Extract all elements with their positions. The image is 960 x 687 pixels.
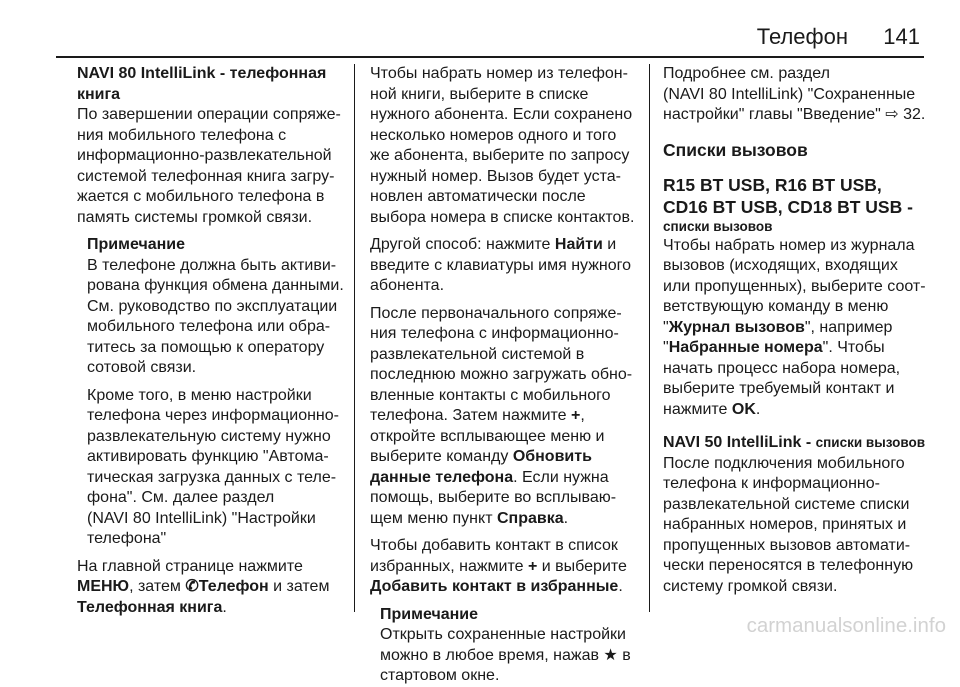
note-line: См. руководство по эксплуатации [87, 297, 338, 315]
page-header [0, 0, 960, 60]
paragraph-line: Чтобы набрать номер из телефон- [370, 65, 628, 82]
note-line: Открыть сохраненные настройки [380, 626, 626, 643]
paragraph-line: (NAVI 80 IntelliLink) "Сохраненные [663, 85, 916, 103]
menu-command: Обновить [512, 448, 592, 465]
note-line: телефона" [87, 530, 167, 547]
paragraph-line: Другой способ: нажмите Найти и [370, 236, 617, 253]
plus-icon: + [571, 407, 581, 424]
page-reference-arrow-icon: ⇨ [885, 106, 899, 123]
note-title: Примечание [87, 236, 186, 253]
paragraph-line: память системы громкой связи. [77, 208, 313, 226]
note-line: сотовой связи. [87, 359, 197, 376]
paragraph-line: систему громкой связи. [663, 577, 838, 595]
menu-command: Справка [496, 509, 564, 527]
subsection-heading: списки вызовов [663, 218, 773, 234]
paragraph-line: ной книги, выберите в списке [370, 85, 589, 103]
menu-command: МЕНЮ [77, 578, 130, 595]
paragraph-line: несколько номеров одного и того [370, 126, 617, 144]
page-title: Телефон [756, 24, 848, 49]
paragraph-line: новлен автоматически после [370, 188, 586, 205]
paragraph-line: МЕНЮ, затем ✆Телефон и затем [77, 578, 330, 595]
paragraph-line: же абонента, выберите по запросу [370, 147, 630, 164]
paragraph-line: После подключения мобильного [663, 454, 905, 472]
section-heading: Списки вызовов [663, 139, 808, 160]
paragraph-line: По завершении операции сопряже- [77, 106, 341, 123]
paragraph-line: ветствующую команду в меню [663, 298, 889, 315]
note-line: развлекательную систему нужно [87, 427, 331, 445]
note-line: мобильного телефона или обра- [87, 318, 331, 335]
section-heading: NAVI 80 IntelliLink - телефонная [77, 65, 327, 82]
paragraph-line: или пропущенных), выберите соот- [663, 277, 926, 295]
note-line: рована функция обмена данными. [87, 277, 344, 294]
note-line: Кроме того, в меню настройки [87, 386, 312, 404]
paragraph-line: нужного абонента. Если сохранено [370, 106, 633, 123]
paragraph-line: данные телефона. Если нужна [370, 468, 609, 486]
menu-command: Телефонная книга [77, 598, 223, 616]
paragraph-line: вызовов (исходящих, входящих [663, 257, 898, 274]
paragraph-line: ния мобильного телефона с [77, 126, 287, 144]
menu-command: Набранные номера [668, 339, 823, 356]
note-line: активировать функцию "Автома- [87, 448, 329, 465]
subsection-heading: CD16 BT USB, CD18 BT USB - [663, 196, 913, 217]
note-line: можно в любое время, нажав ★ в [380, 646, 631, 664]
note-line: (NAVI 80 IntelliLink) "Настройки [87, 509, 316, 527]
paragraph-line: настройки" главы "Введение" ⇨ 32. [663, 106, 926, 123]
note-line: стартовом окне. [380, 667, 500, 684]
header-rule [56, 56, 924, 58]
plus-icon: + [527, 557, 538, 575]
paragraph-line: абонента. [370, 277, 445, 294]
paragraph-line: нужный номер. Вызов будет уста- [370, 167, 621, 185]
paragraph-line: системой телефонная книга загру- [77, 167, 335, 185]
subsection-heading: R15 BT USB, R16 BT USB, [663, 174, 882, 195]
note-title: Примечание [380, 605, 479, 623]
paragraph-line: жается с мобильного телефона в [77, 188, 325, 205]
menu-command: Найти [554, 236, 603, 253]
note-box [370, 605, 640, 687]
paragraph-line: помощь, выберите во всплываю- [370, 489, 617, 506]
paragraph-line: Добавить контакт в избранные. [370, 578, 623, 595]
phone-handset-icon: ✆ [185, 578, 199, 595]
paragraph-line: начать процесс набора номера, [663, 359, 901, 377]
paragraph-line: щем меню пункт Справка. [370, 509, 569, 527]
paragraph-line: Чтобы набрать номер из журнала [663, 236, 915, 254]
paragraph-line: Чтобы добавить контакт в список [370, 537, 618, 554]
note-line: телефона через информационно- [87, 407, 339, 424]
paragraph-line: На главной странице нажмите [77, 557, 303, 575]
menu-command: Журнал вызовов [668, 318, 805, 336]
paragraph-line: набранных номеров, принятых и [663, 516, 907, 533]
paragraph-line: пропущенных вызовов автомати- [663, 536, 911, 554]
note-line: фона". См. далее раздел [87, 489, 275, 506]
paragraph-line: вленные контакты с мобильного [370, 386, 611, 404]
paragraph-line: выбора номера в списке контактов. [370, 208, 635, 226]
paragraph-line: выберите команду Обновить [370, 448, 592, 465]
menu-command: данные телефона [370, 468, 514, 486]
column-3 [663, 64, 933, 597]
paragraph-line: введите с клавиатуры имя нужного [370, 256, 632, 274]
menu-command: OK [731, 400, 756, 418]
menu-command: Добавить контакт в избранные [370, 578, 619, 595]
paragraph-line: откройте всплывающее меню и [370, 427, 605, 445]
paragraph-line: информационно-развлекательной [77, 147, 332, 164]
paragraph-line: чески переносятся в телефонную [663, 557, 914, 574]
column-1 [77, 64, 347, 618]
paragraph-line: развлекательной системе списки [663, 495, 910, 513]
paragraph-line: После первоначального сопряже- [370, 304, 622, 322]
paragraph-line: "Набранные номера". Чтобы [663, 339, 885, 356]
paragraph-line: Телефонная книга. [77, 598, 227, 616]
paragraph-line: телефона к информационно- [663, 475, 880, 492]
paragraph-line: "Журнал вызовов", например [663, 318, 893, 336]
note-line: тическая загрузка данных с теле- [87, 468, 337, 486]
subsection-heading: NAVI 50 IntelliLink - списки вызовов [663, 434, 926, 451]
paragraph-line: нажмите OK. [663, 400, 761, 418]
paragraph-line: Подробнее см. раздел [663, 65, 830, 82]
column-2 [370, 64, 640, 687]
section-heading: книга [77, 85, 121, 103]
column-divider [649, 64, 650, 612]
paragraph-line: избранных, нажмите + и выберите [370, 557, 627, 575]
watermark: carmanualsonline.info [746, 614, 946, 637]
note-line: титесь за помощью к оператору [87, 338, 325, 356]
star-icon: ★ [603, 646, 618, 664]
paragraph-line: развлекательной системой в [370, 345, 585, 363]
paragraph-line: последнюю можно загружать обно- [370, 366, 633, 383]
page-number: 141 [883, 24, 920, 49]
note-line: В телефоне должна быть активи- [87, 256, 337, 274]
paragraph-line: выберите требуемый контакт и [663, 380, 895, 397]
column-divider [354, 64, 355, 612]
note-box [77, 235, 347, 550]
paragraph-line: телефона. Затем нажмите +, [370, 407, 585, 424]
menu-command: Телефон [198, 578, 269, 595]
paragraph-line: ния телефона с информационно- [370, 325, 619, 342]
